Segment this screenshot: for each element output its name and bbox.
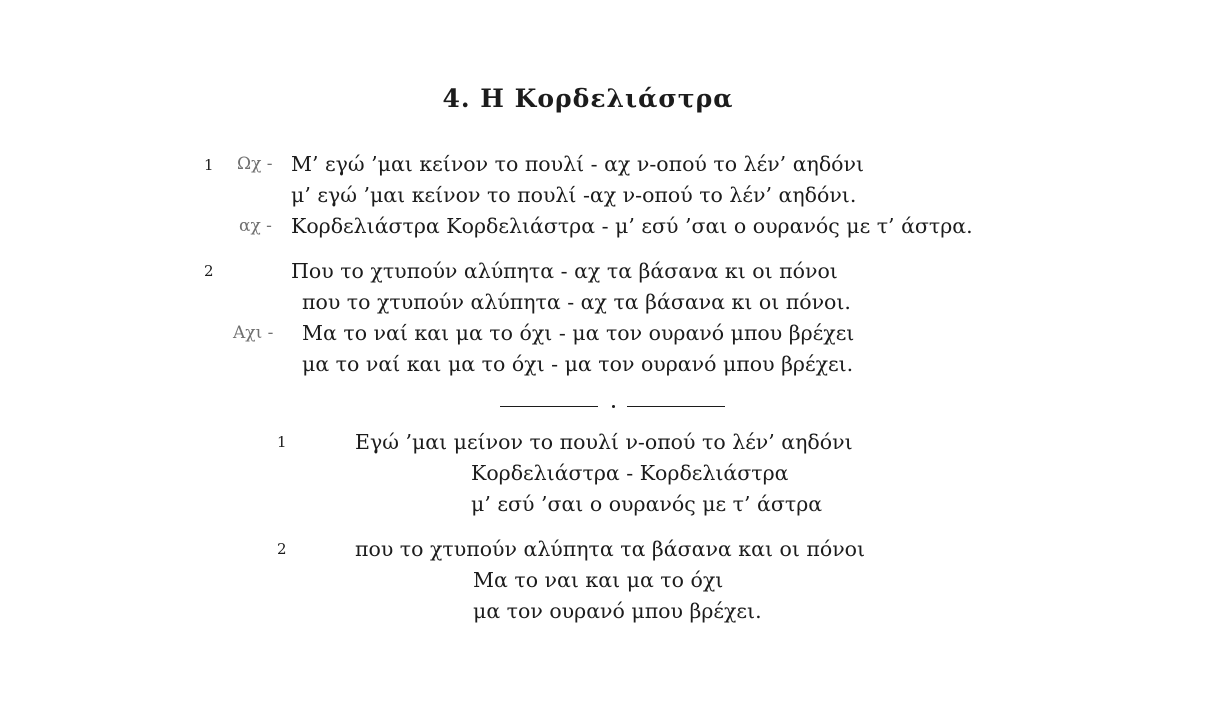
lyric-line: που το χτυπούν αλύπητα - αχ τα βάσανα κι οι πόνοι. — [302, 290, 851, 314]
divider-right — [627, 406, 725, 407]
lyric-line: Κορδελιάστρα Κορδελιάστρα - μ’ εσύ ’σαι ο ουρανός με τ’ άστρα. — [291, 214, 973, 238]
stanza-number: 2 — [277, 540, 287, 558]
lyric-line: Εγώ ’μαι μείνον το πουλί ν-οπού το λέν’ αηδόνι — [355, 430, 853, 454]
lyric-line: που το χτυπούν αλύπητα τα βάσανα και οι πόνοι — [355, 537, 866, 561]
vocal-cue: Ωχ - — [237, 154, 273, 174]
lyric-line: μα τον ουρανό μπου βρέχει. — [473, 599, 762, 623]
lyric-line: Κορδελιάστρα - Κορδελιάστρα — [471, 461, 789, 485]
page-title: 4. Η Κορδελιάστρα — [442, 84, 734, 113]
lyric-line: Μα το ναι και μα το όχι — [473, 568, 724, 592]
divider-left — [500, 406, 598, 407]
lyric-line: μ’ εγώ ’μαι κείνον το πουλί -αχ ν-οπού το λέν’ αηδόνι. — [291, 183, 857, 207]
stanza-number: 1 — [277, 433, 287, 451]
stanza-number: 1 — [204, 156, 214, 174]
stanza-number: 2 — [204, 262, 214, 280]
divider-dot — [612, 405, 615, 408]
lyric-line: Μα το ναί και μα το όχι - μα τον ουρανό μπου βρέχει — [302, 321, 855, 345]
lyric-line: Που το χτυπούν αλύπητα - αχ τα βάσανα κι οι πόνοι — [291, 259, 838, 283]
lyric-line: Μ’ εγώ ’μαι κείνον το πουλί - αχ ν-οπού το λέν’ αηδόνι — [291, 152, 865, 176]
lyric-line: μ’ εσύ ’σαι ο ουρανός με τ’ άστρα — [471, 492, 823, 516]
vocal-cue: αχ - — [239, 216, 272, 236]
lyric-line: μα το ναί και μα το όχι - μα τον ουρανό μπου βρέχει. — [302, 352, 854, 376]
vocal-cue: Αχι - — [233, 323, 274, 343]
